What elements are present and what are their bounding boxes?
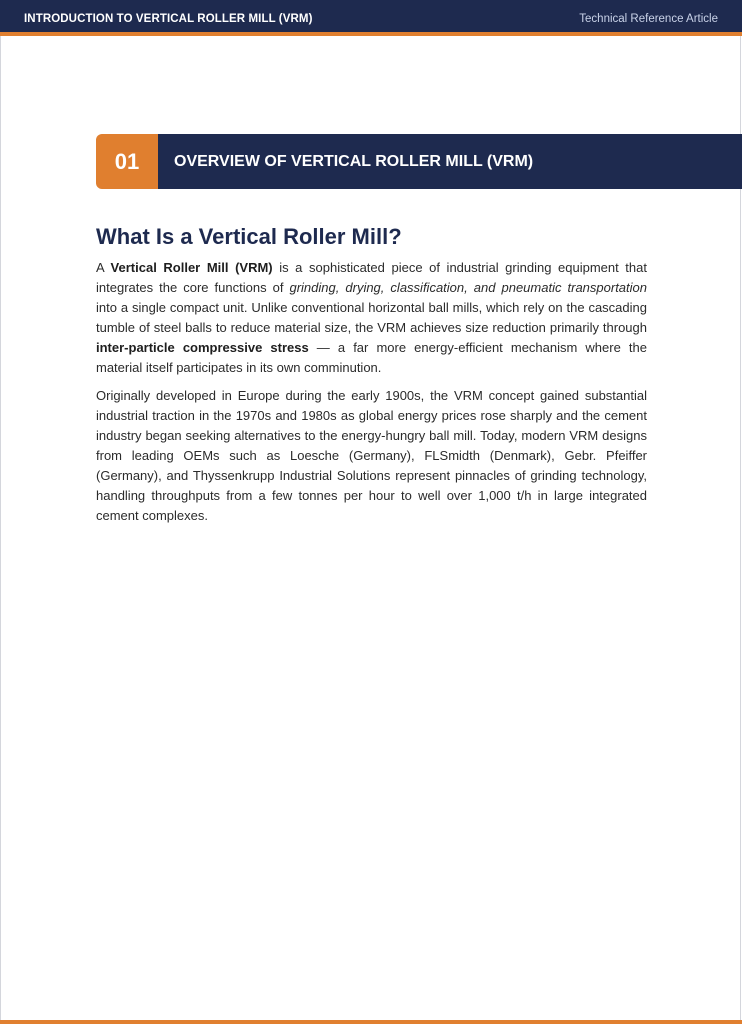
- intro-italic-functions: grinding, drying, classification, and pneumatic transportation: [289, 280, 647, 295]
- footer-accent-rule: [0, 1020, 742, 1024]
- intro-text-3: into a single compact unit. Unlike conventional horizontal ball mills, which rely on the cascading tumble of steel balls to reduce material size, the VRM achieves size reduction primarily through: [96, 300, 647, 335]
- section-number-badge: 01: [96, 134, 158, 189]
- header-article-type: Technical Reference Article: [579, 13, 718, 25]
- intro-bold-stress: inter-particle compressive stress: [96, 340, 309, 355]
- intro-text-1: A: [96, 260, 111, 275]
- running-header: [0, 0, 742, 36]
- intro-text-4: — a far more energy-efficient mechanism where the material itself participates in its own comminution.: [96, 340, 647, 375]
- section-title-bar: [158, 134, 742, 189]
- section-banner: [96, 134, 742, 189]
- intro-text-2: is a sophisticated piece of industrial grinding equipment that integrates the core functions of: [96, 260, 647, 295]
- header-document-title: INTRODUCTION TO VERTICAL ROLLER MILL (VRM): [24, 13, 313, 25]
- intro-paragraph: [96, 258, 647, 378]
- article-heading: What Is a Vertical Roller Mill?: [96, 224, 402, 249]
- history-paragraph: Originally developed in Europe during the early 1900s, the VRM concept gained substantial industrial traction in the 1970s and 1980s as global energy prices rose sharply and the cement industry began seeking alternatives to the energy-hungry ball mill. Today, modern VRM designs from leading OEMs such as Loesche (Germany), FLSmidth (Denmark), Gebr. Pfeiffer (Germany), and Thyssenkrupp Industrial Solutions represent pinnacles of grinding technology, handling throughputs from a few tonnes per hour to well over 1,000 t/h in large integrated cement complexes.: [96, 388, 647, 523]
- intro-bold-vrm: Vertical Roller Mill (VRM): [110, 260, 273, 275]
- section-title: OVERVIEW OF VERTICAL ROLLER MILL (VRM): [174, 152, 534, 170]
